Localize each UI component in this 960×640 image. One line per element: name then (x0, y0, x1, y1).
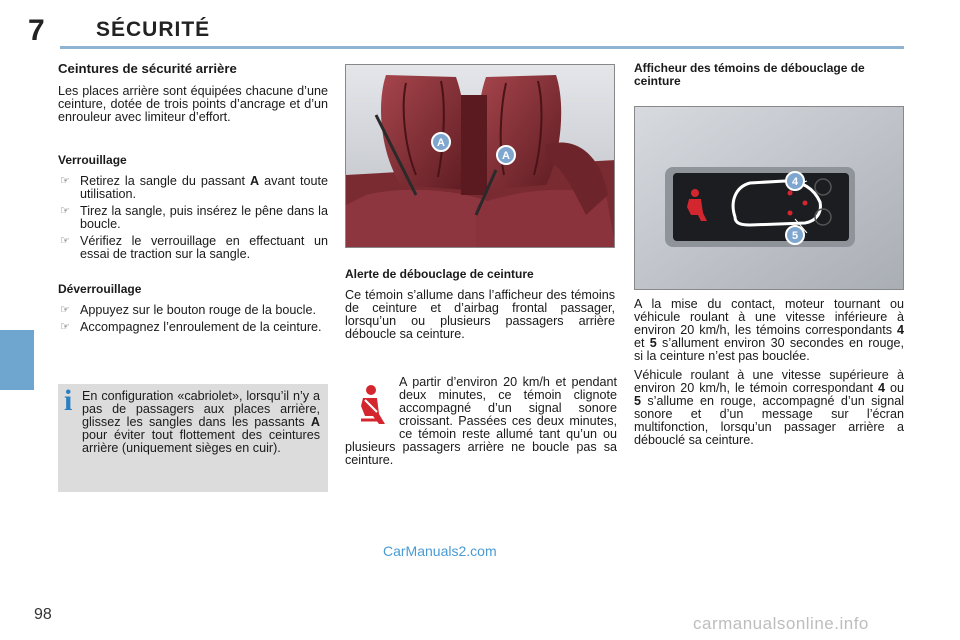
intro-paragraph: Les places arrière sont équipées chacune d’une ceinture, dotée de trois points d’ancrage et d’un enrouleur avec limiteur d’effort. (58, 84, 328, 124)
display-paragraph-1: A la mise du contact, moteur tournant ou véhicule roulant à une vitesse inférieure à environ 20 km/h, les témoins correspondants 4 et 5 s’allument environ 30 secondes en rouge, si la ceinture n’est pas bouclée. (634, 297, 904, 363)
label-5: 5 (791, 230, 799, 242)
info-text: En configuration «cabriolet», lorsqu’il n’y a pas de passagers aux places arrière, glissez les sangles dans les passants A pour éviter tout flottement des ceintures arrière (uniquement sièges en cuir). (82, 389, 320, 455)
watermark-footer: carmanualsonline.info (693, 614, 869, 633)
list-item: ☞ Tirez la sangle, puis insérez le pêne dans la boucle. (60, 204, 328, 231)
info-box (58, 384, 328, 492)
alert-description: Ce témoin s’allume dans l’afficheur des témoins de ceinture et d’airbag frontal passager, lorsqu’un ou plusieurs passagers arrière déboucle sa ceinture. (345, 288, 615, 341)
rear-seats-photo (345, 64, 615, 248)
label-a-left: A (437, 137, 445, 149)
display-paragraph-2: Véhicule roulant à une vitesse supérieure à environ 20 km/h, le témoin correspondant 4 ou 5 s’allume en rouge, accompagné d’un signal sonore et d’un message sur l’écran multifonction, lorsqu’un passager arrière a débouclé sa ceinture. (634, 368, 904, 447)
seatbelt-warning-icon (345, 376, 393, 432)
pointing-hand-icon: ☞ (60, 175, 70, 187)
lock-heading: Verrouillage (58, 153, 127, 167)
alert-heading: Alerte de débouclage de ceinture (345, 267, 534, 281)
alert-flashing-text: A partir d’environ 20 km/h et pendant deux minutes, ce témoin clignote accompagné d’un signal sonore croissant. Passées ces deux minutes, ce témoin reste allumé tant qu’un ou plusieurs passagers arrière ne boucle pas sa ceinture. (345, 375, 617, 467)
label-a-right: A (502, 150, 510, 162)
chapter-number: 7 (28, 14, 45, 47)
unlock-list (58, 304, 328, 334)
lock-list (58, 175, 328, 261)
page-number: 98 (34, 606, 52, 623)
label-4: 4 (791, 176, 799, 188)
watermark-link[interactable]: CarManuals2.com (383, 543, 497, 559)
unlock-heading: Déverrouillage (58, 282, 142, 296)
belt-alert-column (345, 268, 615, 347)
belt-alert-block (345, 376, 617, 467)
warning-display-image (634, 106, 904, 290)
list-item: ☞ Retirez la sangle du passant A avant toute utilisation. (60, 174, 328, 201)
display-heading: Afficheur des témoins de débouclage de ceinture (634, 61, 865, 88)
pointing-hand-icon: ☞ (60, 235, 70, 247)
pointing-hand-icon: ☞ (60, 321, 70, 333)
chapter-side-tab (0, 330, 34, 390)
pointing-hand-icon: ☞ (60, 304, 70, 316)
header-rule (60, 46, 904, 49)
display-column (634, 62, 904, 96)
rear-belts-column (58, 62, 328, 342)
list-item: ☞ Vérifiez le verrouillage en effectuant un essai de traction sur la sangle. (60, 234, 328, 261)
section-title: Ceintures de sécurité arrière (58, 61, 237, 76)
list-item: ☞ Appuyez sur le bouton rouge de la boucle. (60, 303, 316, 317)
pointing-hand-icon: ☞ (60, 205, 70, 217)
display-text (634, 298, 904, 453)
chapter-title: SÉCURITÉ (96, 18, 211, 41)
list-item: ☞ Accompagnez l’enroulement de la ceinture. (60, 320, 322, 334)
info-icon: i (64, 384, 73, 417)
